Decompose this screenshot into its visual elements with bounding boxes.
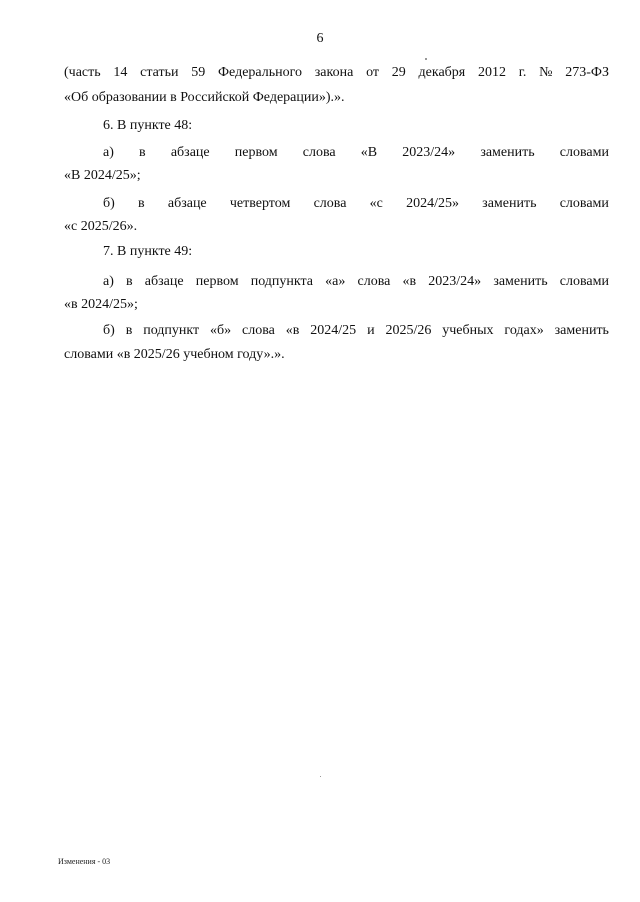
word: «в [402,274,417,289]
word: слова [302,145,336,160]
word: в [125,323,133,338]
word: 2024/25» [406,196,459,211]
word: 59 [191,65,206,80]
word: декабря [418,65,466,80]
word: 2012 [477,65,506,80]
word: 273-ФЗ [565,65,609,80]
word: первом [234,145,278,160]
word: слова [313,196,347,211]
word: абзаце [170,145,210,160]
word: слова [242,323,275,338]
scan-speck [425,58,427,60]
footer-revision-note: Изменения - 03 [58,857,111,866]
text-line-1 [64,64,609,82]
word: в [138,196,145,211]
word: 2023/24» [428,274,482,289]
text-line-9 [103,273,609,291]
word: подпункта [250,274,314,289]
word: 2025/26 [385,323,432,338]
word: статьи [140,65,179,80]
word: заменить [482,196,537,211]
word: г. [518,65,527,80]
text-line-5: «В 2024/25»; [64,168,141,183]
text-line-2: «Об образовании в Российской Федерации»).». [64,90,345,105]
word: заменить [480,145,535,160]
text-line-10: «в 2024/25»; [64,297,138,312]
word: закона [314,65,354,80]
clause-heading-7: 7. В пункте 49: [103,244,193,259]
word: 14 [113,65,128,80]
page-number: 6 [316,31,324,46]
word: а) [103,145,114,160]
word: словами [559,274,609,289]
word: заменить [493,274,548,289]
word: Федерального [218,65,303,80]
text-line-6 [103,195,609,213]
word: в [126,274,133,289]
word: абзаце [144,274,184,289]
text-line-7: «с 2025/26». [64,219,138,234]
word: (часть [64,65,101,80]
word: «а» [325,274,346,289]
word: «В [360,145,378,160]
word: б) [103,323,115,338]
word: словами [559,196,609,211]
word: заменить [554,323,609,338]
word: первом [195,274,239,289]
word: учебных [442,323,494,338]
word: годах» [504,323,544,338]
scan-speck [320,776,321,777]
word: «с [369,196,383,211]
word: абзаце [167,196,207,211]
text-line-11 [103,322,609,340]
word: 29 [391,65,406,80]
word: 2023/24» [402,145,456,160]
word: подпункт [143,323,200,338]
word: от [366,65,380,80]
text-line-4 [103,144,609,162]
word: четвертом [229,196,291,211]
word: «б» [210,323,232,338]
word: слова [357,274,391,289]
word: «в [285,323,300,338]
text-line-12: словами «в 2025/26 учебном году».». [64,347,285,362]
word: 2024/25 [310,323,357,338]
word: б) [103,196,115,211]
word: и [367,323,375,338]
word: в [139,145,146,160]
word: словами [559,145,609,160]
word: № [539,65,553,80]
word: а) [103,274,114,289]
clause-heading-6: 6. В пункте 48: [103,118,193,133]
